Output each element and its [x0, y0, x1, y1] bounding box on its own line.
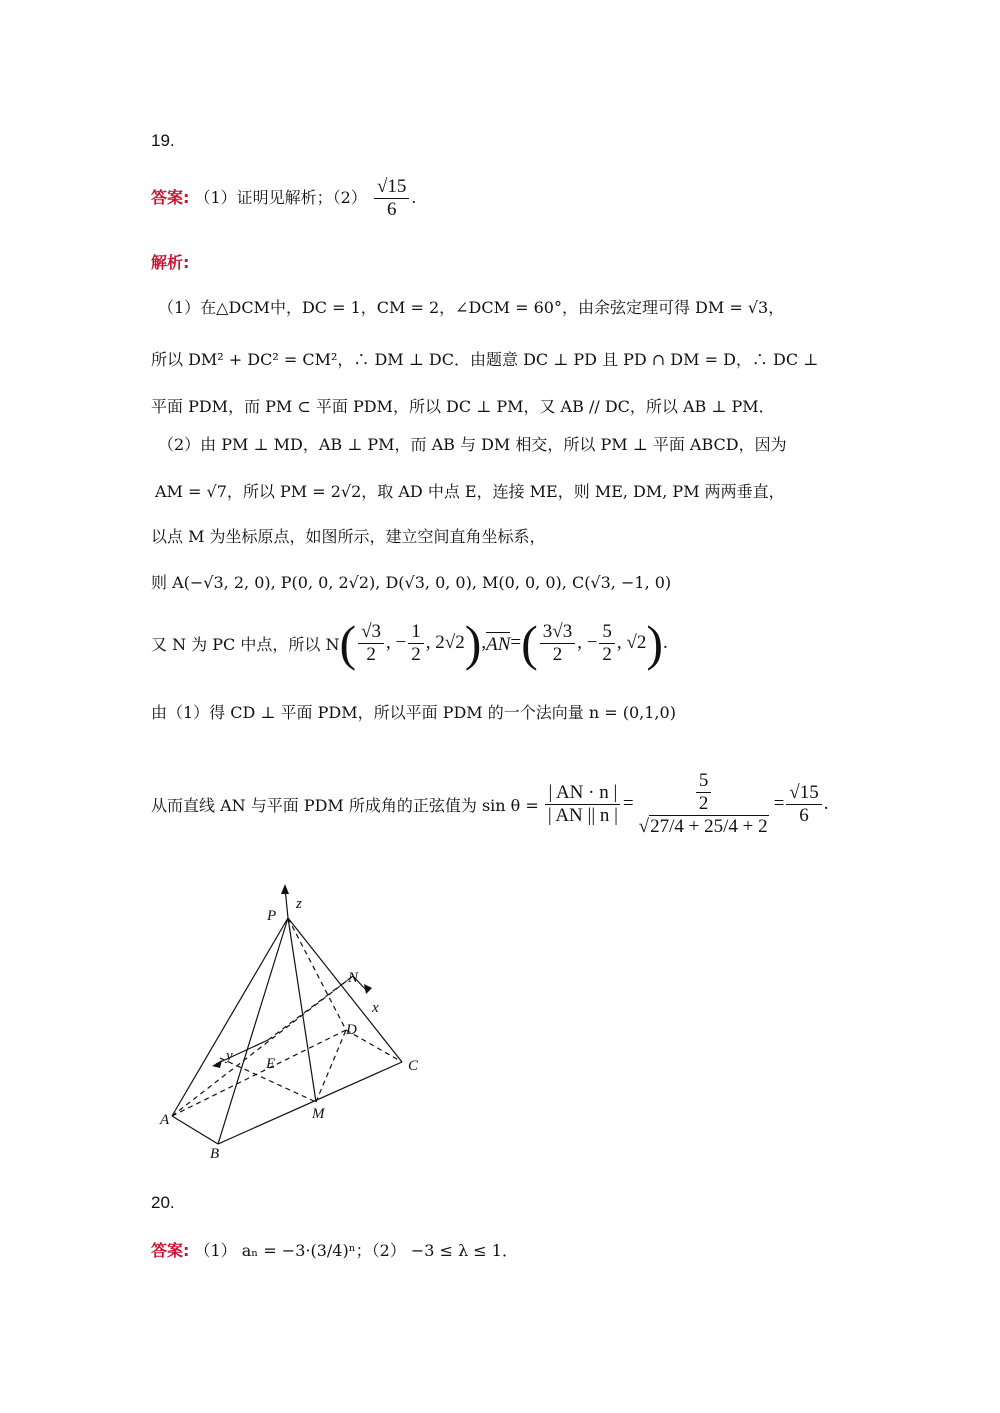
label-C: C	[408, 1058, 419, 1074]
sine-intro: 从而直线 AN 与平面 PDM 所成角的正弦值为 sin θ =	[151, 795, 539, 815]
solution-line-4: （2）由 PM ⊥ MD，AB ⊥ PM，而 AB 与 DM 相交，所以 PM ⊥ 平面 ABCD，因为	[158, 435, 787, 454]
question-number-19: 19.	[151, 131, 175, 150]
label-P: P	[267, 908, 277, 924]
solution-line-3: 平面 PDM，而 PM ⊂ 平面 PDM，所以 DC ⊥ PM，又 AB // DC，所以 AB ⊥ PM．	[151, 397, 775, 416]
n-x-den: 2	[366, 643, 376, 665]
result-denominator: 6	[799, 804, 809, 826]
an-x-num: 3√3	[540, 621, 575, 644]
n-x-num: √3	[358, 621, 384, 644]
n-y-den: 2	[411, 643, 421, 665]
an-y-num: 5	[599, 621, 615, 644]
label-A: A	[160, 1112, 170, 1128]
label-B: B	[210, 1146, 220, 1162]
label-N: N	[348, 970, 359, 986]
label-E: E	[266, 1056, 276, 1072]
n-z: , 2√2	[425, 632, 465, 653]
sine-denominator: | AN || n |	[547, 804, 618, 826]
solution-line-5: AM = √7，所以 PM = 2√2，取 AD 中点 E，连接 ME，则 ME, DM, PM 两两垂直，	[155, 482, 785, 501]
root-expression: 27/4 + 25/4 + 2	[650, 815, 768, 837]
n-y-num: 1	[408, 621, 424, 644]
result-numerator: √15	[786, 782, 821, 805]
answer-label-20: 答案:	[151, 1241, 190, 1260]
analysis-label: 解析:	[151, 253, 190, 272]
sine-numerator: | AN · n |	[545, 782, 620, 805]
five-num: 5	[696, 770, 712, 793]
answer-text-20: （1） aₙ = −3·(3/4)ⁿ；（2） −3 ≤ λ ≤ 1．	[194, 1241, 518, 1260]
answer-numerator: √15	[374, 176, 409, 199]
answer-line-20	[151, 1238, 518, 1261]
label-D: D	[346, 1022, 357, 1038]
midpoint-intro: 又 N 为 PC 中点，所以 N	[151, 634, 340, 654]
answer-line-19: 答案: （1）证明见解析；（2） $\frac{√15}{6}$ .	[151, 176, 417, 220]
n-sep-1: , −	[386, 632, 407, 653]
vector-an-label: AN	[486, 634, 511, 655]
coordinates-line: 则 A(−√3, 2, 0), P(0, 0, 2√2), D(√3, 0, 0), M(0, 0, 0), C(√3, −1, 0)	[151, 573, 672, 592]
sine-formula-line: 从而直线 AN 与平面 PDM 所成角的正弦值为 sin θ = $\frac{| AN \cdot n |}{| AN || n |}$ = $\frac{\frac{5}{2}}{√27/4 + 25/4 + 2}$ = $\frac{√15}{6}$ .	[151, 770, 829, 837]
pyramid-figure	[150, 878, 450, 1168]
answer-denominator: 6	[386, 198, 397, 220]
solution-line-2: 所以 DM² + DC² = CM²，∴ DM ⊥ DC．由题意 DC ⊥ PD 且 PD ∩ DM = D，∴ DC ⊥	[151, 350, 819, 369]
an-sep-1: , −	[577, 632, 598, 653]
midpoint-line: 又 N 为 PC 中点，所以 N ( $\frac{√3}{2}$ , − $\frac{1}{2}$ , 2√2 ) , AN = ( $\frac{3√3}{2}$ , − $\frac{5}{2}$ , √2 ) .	[151, 615, 668, 671]
label-x: x	[372, 1000, 379, 1016]
answer-text: （1）证明见解析；（2）	[194, 187, 367, 207]
label-y: y	[226, 1048, 233, 1064]
answer-fraction	[374, 176, 409, 221]
an-x-den: 2	[552, 643, 563, 665]
question-number-20: 20.	[151, 1193, 175, 1212]
an-y-den: 2	[602, 643, 612, 665]
normal-vector-line: 由（1）得 CD ⊥ 平面 PDM，所以平面 PDM 的一个法向量 n = (0,1,0)	[151, 703, 676, 722]
answer-label: 答案:	[151, 187, 190, 207]
solution-line-1: （1）在△DCM中，DC = 1，CM = 2，∠DCM = 60°，由余弦定理可得 DM = √3，	[158, 298, 785, 317]
label-z: z	[296, 896, 302, 912]
label-M: M	[312, 1106, 325, 1122]
five-den: 2	[698, 793, 709, 815]
equals-sign: =	[510, 632, 522, 653]
an-z: , √2	[616, 632, 647, 653]
solution-line-6: 以点 M 为坐标原点，如图所示，建立空间直角坐标系，	[151, 527, 546, 546]
